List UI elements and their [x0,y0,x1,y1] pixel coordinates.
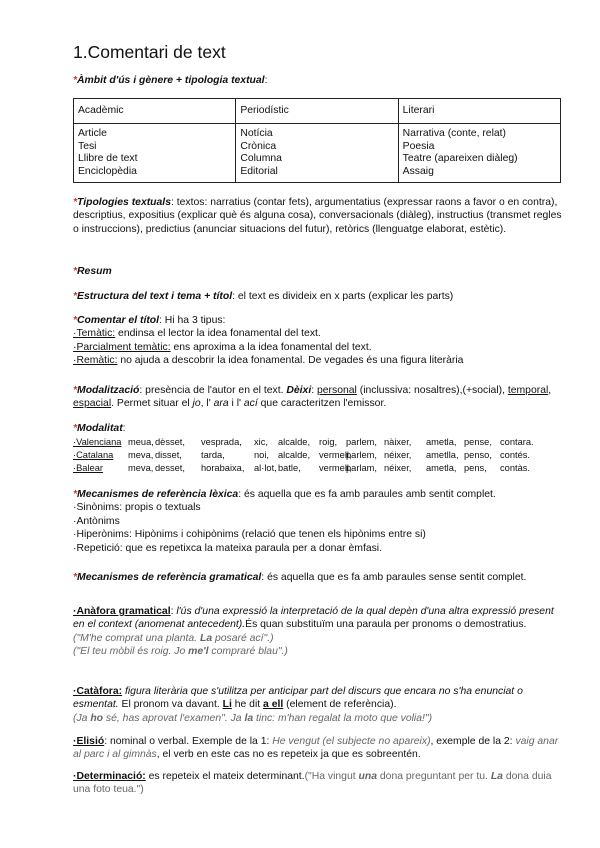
dialect-row-catalana: ·Catalana meva, disset, tarda, noi, alcalde, vermell,parlem, néixer, ametlla, penso, contés. [73,450,530,460]
table-cell: Narrativa (conte, relat) Poesia Teatre (apareixen diàleg) Assaig [398,124,560,183]
catafora-paragraph: ·Catàfora: figura literària que s'utilitza per anticipar part del discurs que encara no s'ha enunciat o esmentat. El pronom va davant. Li he dit a ell (element de referència). (Ja ho sé, has aprovat l'examen". Ja la tinc: m'han regalat la moto que volia!") [73,686,523,724]
table-header: Periodístic [236,99,398,124]
list-item: ·Temàtic: endinsa el lector la idea fonamental del text. [73,328,321,340]
estructura-paragraph: *Estructura del text i tema + títol: el text es divideix en x parts (explicar les parts) [73,291,454,302]
dialect-row-valenciana: ·Valenciana meua,dèsset, vesprada, xic, alcalde, roig, parlem, nàixer, ametla, pense, contara. [73,437,534,447]
tipologies-paragraph: *Tipologies textuals: textos: narratius (contar fets), argumentatius (expressar raons a favor o en contra), descriptius, expositius (explicar què és alguna cosa), conversacionals (diàleg), instructius (transmet regles o instruccions), predictius (anunciar situacions del futur), retòrics (llenguatge elaborat, estètic). [73,197,562,235]
resum-heading: *Resum [73,266,112,277]
dialect-row-balear: ·Balear meva, desset, horabaixa, al·lot,batle, vermell,parlam, néixer, ametla, pens, contàs. [73,463,530,473]
comentar-titol-section: *Comentar el títol: Hi ha 3 tipus: ·Temàtic: endinsa el lector la idea fonamental del text. ·Parcialment temàtic: ens aproxima a la idea fonamental del text. ·Remàtic: no ajuda a descobrir la idea fonamental. De vegades és una figura literària [73,314,563,368]
modalitzacio-paragraph: *Modalització: presència de l'autor en el text. Dèixi: personal (inclussiva: nosaltres),(+social), temporal, espacial. Permet situar el jo, l' ara i l' ací que caracteritzen l'emissor. [73,385,552,410]
anafora-paragraph: ·Anàfora gramatical: l'ús d'una expressió la interpretació de la qual depèn d'una altra expressió present en el context (anomenat antecedent).És quan substituïm una paraula per pronoms o demostratius. ("M'he comprat una planta. La posaré ací".) ("El teu mòbil és roig. Jo me'l compraré blau".) [73,606,554,658]
ambit-heading: *Àmbit d'ús i gènere + tipologia textual: [73,75,268,86]
table-header: Literari [398,99,560,124]
table-header: Acadèmic [74,99,236,124]
genre-table [73,98,561,183]
list-item: ·Sinònims: propis o textuals [73,502,201,514]
list-item: ·Parcialment temàtic: ens aproxima a la idea fonamental del text. [73,341,372,353]
determinacio-paragraph: ·Determinació: es repeteix el mateix determinant.("Ha vingut una dona preguntant per tu. La dona duia una foto teua.") [73,771,552,796]
page-title: 1.Comentari de text [73,42,226,62]
list-item: ·Antònims [73,515,120,527]
table-cell: Notícia Crònica Columna Editorial [236,124,398,183]
list-item: ·Hiperònims: Hipònims i cohipònims (relació que tenen els hipònims entre si) [73,529,426,541]
list-item: ·Remàtic: no ajuda a descobrir la idea fonamental. De vegades és una figura literària [73,355,464,367]
elisio-paragraph: ·Elisió: nominal o verbal. Exemple de la 1: He vengut (el subjecte no apareix), exemple de la 2: vaig anar al parc i al gimnàs, el verb en este cas no es repeteix ja que es sobreentén. [73,736,559,761]
lexica-section: *Mecanismes de referència lèxica: és aquella que es fa amb paraules amb sentit complet. ·Sinònims: propis o textuals ·Antònims ·Hiperònims: Hipònims i cohipònims (relació que tenen els hipònims entre si) ·Repetició: que es repetixca la mateixa paraula per a donar èmfasi. [73,488,563,555]
table-cell: Article Tesi Llibre de text Enciclopèdia [74,124,236,183]
list-item: ·Repetició: que es repetixca la mateixa paraula per a donar èmfasi. [73,542,382,554]
gramatical-paragraph: *Mecanismes de referència gramatical: és aquella que es fa amb paraules sense sentit complet. [73,572,527,583]
modalitat-heading: *Modalitat: [73,423,126,434]
